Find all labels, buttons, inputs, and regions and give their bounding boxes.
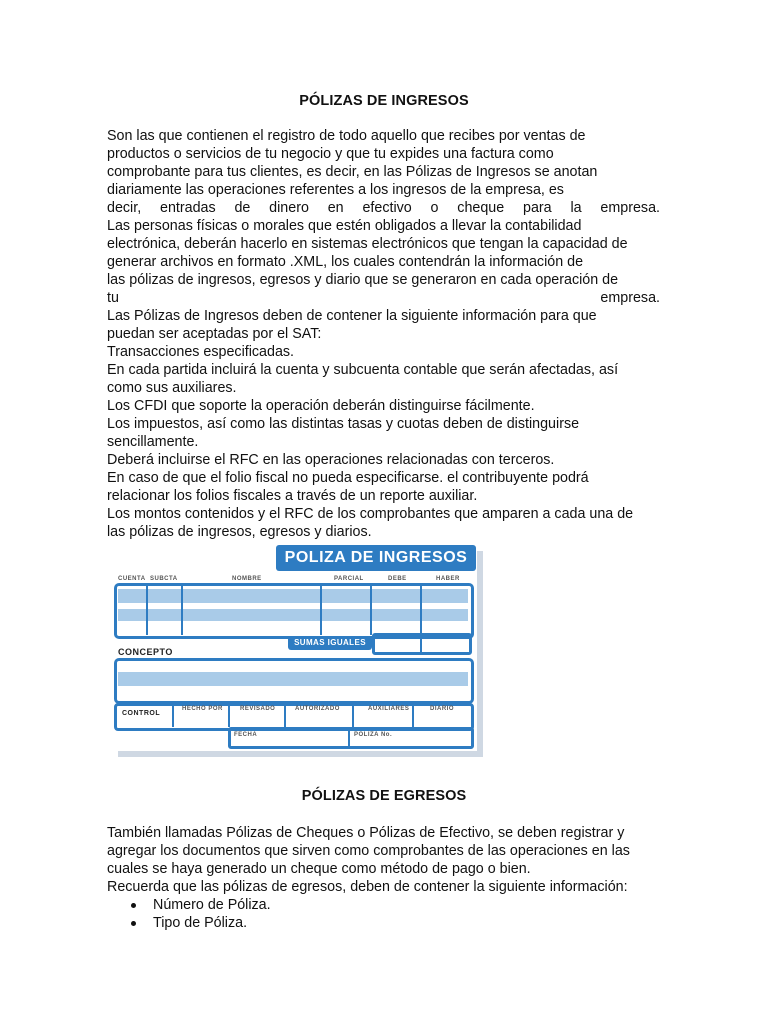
text-line: Los montos contenidos y el RFC de los comprobantes que amparen a cada una de [107, 506, 634, 522]
column-divider [172, 705, 174, 727]
control-label: CONTROL [122, 710, 161, 717]
text-line: Deberá incluirse el RFC en las operaciones relacionadas con terceros. [107, 452, 555, 468]
text-line: Los impuestos, así como las distintas tasas y cuotas deben de distinguirse [107, 416, 580, 432]
fecha-poliza-row [228, 727, 474, 749]
text-line: las pólizas de ingresos, egresos y diarios. [107, 524, 372, 540]
poliza-ingresos-form-image [112, 545, 477, 751]
text-line: electrónica, deberán hacerlo en sistemas electrónicos que tengan la capacidad de [107, 236, 628, 252]
column-divider [228, 705, 230, 727]
col-header-nombre: NOMBRE [232, 576, 262, 582]
column-divider [370, 585, 372, 635]
heading-polizas-ingresos: PÓLIZAS DE INGRESOS [299, 93, 469, 109]
text-line: tu empresa. [107, 290, 660, 306]
entries-stripe [118, 609, 468, 621]
text-line: sencillamente. [107, 434, 199, 450]
control-col-revisado: REVISADO [240, 706, 276, 712]
text-line: productos o servicios de tu negocio y que tu expides una factura como [107, 146, 554, 162]
control-col-hecho-por: HECHO POR [182, 706, 223, 712]
text-line: En caso de que el folio fiscal no pueda especificarse. el contribuyente podrá [107, 470, 589, 486]
column-divider [352, 705, 354, 727]
control-col-diario: DIARIO [430, 706, 454, 712]
text-line: las pólizas de ingresos, egresos y diario que se generaron en cada operación de [107, 272, 619, 288]
text-line: Las Pólizas de Ingresos deben de contener la siguiente información para que [107, 308, 597, 324]
ingresos-body [107, 127, 660, 541]
col-header-haber: HABER [436, 576, 460, 582]
text-line: puedan ser aceptadas por el SAT: [107, 326, 322, 342]
list-item [107, 896, 660, 914]
column-divider [412, 705, 414, 727]
text-line: como sus auxiliares. [107, 380, 237, 396]
concepto-label: CONCEPTO [118, 647, 173, 657]
text-line: comprobante para tus clientes, es decir, en las Pólizas de Ingresos se anotan [107, 164, 598, 180]
column-divider [284, 705, 286, 727]
sumas-box [372, 633, 472, 655]
bullet-icon [131, 921, 136, 926]
concepto-stripe [118, 672, 468, 686]
text-line: cuales se haya generado un cheque como método de pago o bien. [107, 861, 531, 877]
text-line: agregar los documentos que sirven como comprobantes de las operaciones en las [107, 843, 630, 859]
egresos-bullet-list [107, 896, 660, 932]
heading-polizas-egresos: PÓLIZAS DE EGRESOS [301, 788, 467, 804]
fecha-label: FECHA [234, 732, 258, 738]
col-header-parcial: PARCIAL [334, 576, 364, 582]
text-line: En cada partida incluirá la cuenta y subcuenta contable que serán afectadas, así [107, 362, 619, 378]
text-line: Recuerda que las pólizas de egresos, deben de contener la siguiente información: [107, 879, 628, 895]
text-line: Las personas físicas o morales que estén obligados a llevar la contabilidad [107, 218, 582, 234]
text-line: Son las que contienen el registro de todo aquello que recibes por ventas de [107, 128, 586, 144]
text-line: decir, entradas de dinero en efectivo o cheque para la empresa. [107, 200, 660, 216]
poliza-no-label: POLIZA No. [354, 732, 393, 738]
bullet-icon [131, 903, 136, 908]
column-divider [181, 585, 183, 635]
column-divider [320, 585, 322, 635]
list-item [107, 914, 660, 932]
list-item-text: Tipo de Póliza. [153, 915, 248, 931]
text-line: Los CFDI que soporte la operación deberán distinguirse fácilmente. [107, 398, 535, 414]
column-divider [146, 585, 148, 635]
egresos-body [107, 824, 660, 932]
text-line: generar archivos en formato .XML, los cuales contendrán la información de [107, 254, 584, 270]
col-header-cuenta: CUENTA [118, 576, 146, 582]
list-item-text: Número de Póliza. [153, 897, 271, 913]
text-line: diariamente las operaciones referentes a los ingresos de la empresa, es [107, 182, 564, 198]
control-col-auxiliares: AUXILIARES [368, 706, 410, 712]
column-divider [420, 635, 422, 653]
col-header-debe: DEBE [388, 576, 407, 582]
text-line: También llamadas Pólizas de Cheques o Pólizas de Efectivo, se deben registrar y [107, 825, 625, 841]
text-line: relacionar los folios fiscales a través de un reporte auxiliar. [107, 488, 478, 504]
col-header-subcta: SUBCTA [150, 576, 178, 582]
column-divider [348, 729, 350, 747]
form-body [112, 545, 477, 751]
entries-stripe [118, 589, 468, 603]
column-divider [420, 585, 422, 635]
form-title: POLIZA DE INGRESOS [276, 545, 476, 571]
text-line: Transacciones especificadas. [107, 344, 295, 360]
sumas-iguales-label: SUMAS IGUALES [288, 636, 372, 650]
control-col-autorizado: AUTORIZADO [295, 706, 340, 712]
